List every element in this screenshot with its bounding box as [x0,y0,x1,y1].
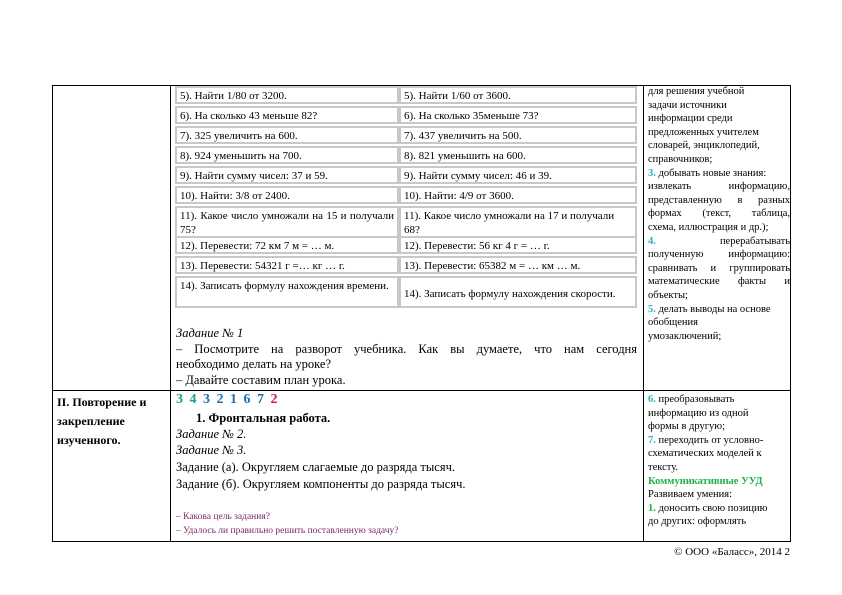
zadanie-1-title: Задание № 1 [176,326,244,340]
uud-line: формах (текст, таблица, [648,208,790,220]
task-cell-right: 10). Найти: 4/9 от 3600. [399,186,637,204]
digit: 4 [189,392,198,407]
task-cell-left: 11). Какое число умножали на 15 и получали 75? [175,206,399,238]
task-cell-right: 8). 821 уменьшить на 600. [399,146,637,164]
uud-item-text: добывать новые знания: [655,167,767,179]
uud-item-number: 7. [648,434,656,446]
uud-item-number: 5. [648,303,656,315]
uud-line: до других: оформлять [648,516,747,528]
task-cell-right: 5). Найти 1/60 от 3600. [399,86,637,104]
section-title [57,393,167,450]
copyright-footer: © ООО «Баласс», 2014 2 [674,546,790,558]
task-cell-right: 7). 437 увеличить на 500. [399,126,637,144]
task-row [175,166,637,184]
communicative-uud-heading: Коммуникативные УУД [648,475,763,487]
zadanie-1-line-3: – Давайте составим план урока. [176,373,346,387]
table-right-border [790,85,791,542]
digit: 2 [216,392,225,407]
digit-sequence [176,392,279,408]
task-row [175,126,637,144]
uud-line: предложенных учителем [648,126,759,138]
uud-line: тексту. [648,461,679,473]
task-cell-left: 8). 924 уменьшить на 700. [175,146,399,164]
section-title-line: изученного. [57,433,121,447]
section-title-line: закрепление [57,414,125,428]
uud-list-2 [648,393,790,529]
uud-item-text: делать выводы на основе [655,303,771,315]
uud-line: задачи источники [648,99,727,111]
uud-line: справочников; [648,153,713,165]
uud-line: информацию из одной [648,407,749,419]
zadanie-b: Задание (б). Округляем компоненты до разряда тысяч. [176,477,466,491]
digit: 7 [257,392,266,407]
table-bottom-border [52,541,791,542]
section-title-line: II. Повторение и [57,395,147,409]
uud-item-1 [648,502,790,516]
task-cell-left: 9). Найти сумму чисел: 37 и 59. [175,166,399,184]
uud-line: для решения учебной [648,86,745,97]
task-cell-left: 5). Найти 1/80 от 3200. [175,86,399,104]
zadanie-2-title: Задание № 2. [176,427,247,441]
uud-line: схема, иллюстрация и др.); [648,221,769,233]
uud-item-number: 3. [648,167,656,179]
uud-line: математические факты и [648,276,790,288]
task-cell-right: 11). Какое число умножали на 17 и получали 68? [399,206,637,238]
frontal-work-heading: 1. Фронтальная работа. [196,411,331,425]
uud-line: информации среди [648,113,733,125]
task-cell-left: 6). На сколько 43 меньше 82? [175,106,399,124]
uud-line: обобщения [648,317,698,329]
zadanie-1-line-1: – Посмотрите на разворот учебника. Как вы думаете, что нам сегодня [176,342,637,356]
uud-line: представленную в разных [648,194,790,206]
develop-skills-label: Развиваем умения: [648,489,733,501]
uud-line: объекты; [648,289,688,301]
task-cell-left: 7). 325 увеличить на 600. [175,126,399,144]
uud-line: формы в другую; [648,421,726,433]
col-divider-2 [643,85,644,542]
question-success: – Удалось ли правильно решить поставленную задачу? [176,526,399,536]
question-goal: – Какова цель задания? [176,512,270,522]
zadanie-1-line-2: необходимо делать на уроке? [176,357,331,371]
uud-item-number: 4. [648,235,656,247]
uud-item-number: 1. [648,502,656,514]
uud-line: умозаключений; [648,330,722,342]
uud-item-7 [648,434,790,448]
uud-item-6 [648,393,790,407]
uud-item-text: преобразовывать [655,394,735,405]
digit: 3 [176,392,185,407]
uud-item-4 [648,235,790,249]
task-cell-left: 14). Записать формулу нахождения времени. [175,276,399,308]
zadanie-3-title: Задание № 3. [176,443,247,457]
digit: 6 [243,392,252,407]
task-row [175,186,637,204]
task-row [175,236,637,254]
task-row [175,146,637,164]
task-cell-left: 10). Найти: 3/8 от 2400. [175,186,399,204]
uud-item-3 [648,167,790,181]
task-cell-right: 14). Записать формулу нахождения скорости. [399,276,637,308]
task-row [175,256,637,274]
task-row [175,206,637,238]
col-divider-1 [170,85,171,542]
digit: 3 [203,392,212,407]
task-cell-right: 13). Перевести: 65382 м = … км … м. [399,256,637,274]
uud-item-text: доносить свою позицию [655,502,768,514]
digit: 1 [230,392,239,407]
uud-line: полученную информацию: [648,249,790,261]
uud-line: схематических моделей к [648,448,762,460]
uud-line: сравнивать и группировать [648,262,790,274]
task-cell-left: 12). Перевести: 72 км 7 м = … м. [175,236,399,254]
digit: 2 [270,392,279,407]
uud-item-text: перерабатывать [719,235,790,247]
uud-list-1 [648,85,790,343]
uud-item-number: 6. [648,394,656,405]
uud-item-5 [648,303,790,317]
zadanie-a: Задание (а). Округляем слагаемые до разряда тысяч. [176,460,456,474]
uud-line: извлекать информацию, [648,181,790,193]
task-row [175,276,637,308]
table-left-border [52,85,53,542]
task-cell-right: 12). Перевести: 56 кг 4 г = … г. [399,236,637,254]
uud-line: словарей, энциклопедий, [648,140,760,152]
task-cell-right: 9). Найти сумму чисел: 46 и 39. [399,166,637,184]
uud-item-text: переходить от условно- [655,434,764,446]
row-divider [52,390,791,391]
task-row [175,106,637,124]
task-cell-right: 6). На сколько 35меньше 73? [399,106,637,124]
task-row [175,86,637,104]
task-cell-left: 13). Перевести: 54321 г =… кг … г. [175,256,399,274]
